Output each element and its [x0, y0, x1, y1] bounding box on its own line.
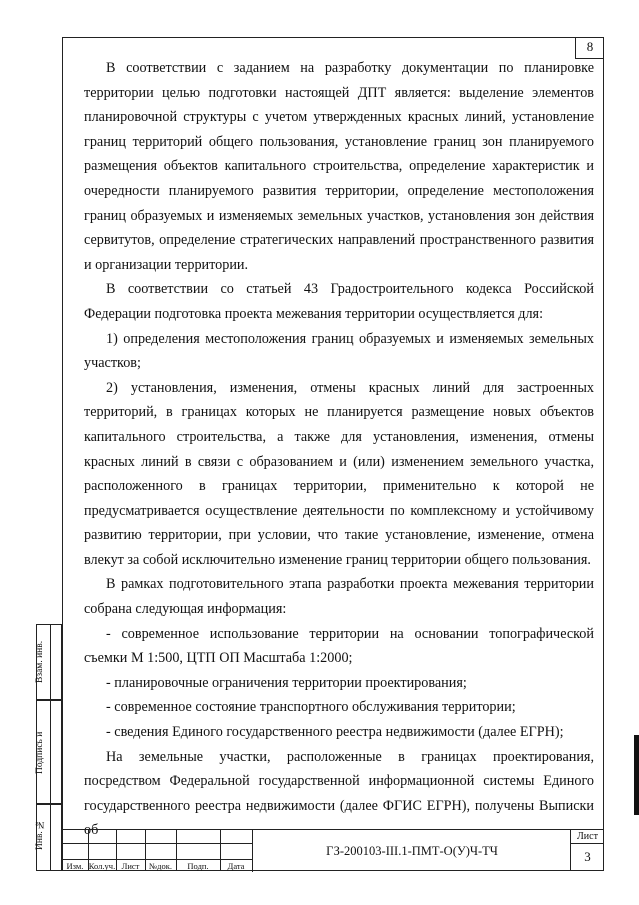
scan-edge-mark	[634, 735, 639, 815]
paragraph: В соответствии с заданием на разработку документации по планировке территории целью подготовки настоящей ДПТ является: выделение элементов планировочной структуры с учетом утвержденных красных линий, установление границ территорий общего пользования, установление границ зон планируемого размещения объектов капитального строительства, определение характеристик и очередности планируемого развития территории, определение местоположения границ образуемых и изменяемых земельных участков, установления зон действия сервитутов, определение стратегических направлений пространственного развития и организации территории.	[84, 60, 594, 273]
podpis-cell	[36, 700, 62, 804]
sheet-box	[570, 829, 604, 871]
list-item: - современное состояние транспортного обслуживания территории;	[106, 699, 516, 716]
podpis-label: Подпись и	[35, 731, 45, 775]
paragraph: В рамках подготовительного этапа разработки проекта межевания территории собрана следующая информация:	[84, 576, 594, 618]
page-number: 8	[575, 37, 604, 59]
list-item: - сведения Единого государственного реестра недвижимости (далее ЕГРН);	[106, 724, 564, 741]
header-ndok: №док.	[149, 861, 172, 871]
header-kol: Кол.уч.	[88, 861, 116, 871]
document-body	[84, 56, 594, 843]
header-data: Дата	[227, 861, 245, 871]
header-list: Лист	[121, 861, 140, 871]
paragraph: На земельные участки, расположенные в границах проектирования, посредством Федеральной государственной информационной системы Единого государственного реестра недвижимости (далее ФГИС ЕГРН), получены Выписки об	[84, 748, 594, 839]
inv-cell	[36, 804, 62, 871]
side-binding-strip	[36, 624, 63, 871]
paragraph: В соответствии со статьей 43 Градостроительного кодекса Российской Федерации подготовка проекта межевания территории осуществляется для:	[84, 281, 594, 322]
inv-label: Инв. №	[35, 818, 45, 850]
title-block	[62, 829, 604, 871]
document-code: ГЗ-200103-III.1-ПМТ-О(У)Ч-ТЧ	[252, 829, 571, 872]
header-podp: Подп.	[187, 861, 209, 871]
sheet-label: Лист	[571, 830, 604, 844]
list-item: - планировочные ограничения территории проектирования;	[106, 674, 467, 691]
sheet-number: 3	[584, 849, 591, 864]
list-item: 2) установления, изменения, отмены красных линий для застроенных территорий, в границах которых не планируется размещение новых объектов капитального строительства, а также для установления, изменения, отмены красных линий в связи с образованием и (или) изменением земельного участка, расположенного в границах территории, применительно к которой не предусматривается осуществление деятельности по комплексному и устойчивому развитию территории, при условии, что такие установление, изменение, отмена влекут за собой исключительно изменение границ территории общего пользования.	[84, 379, 594, 568]
revision-grid	[62, 829, 252, 871]
vzam-cell	[36, 624, 62, 700]
list-item: 1) определения местоположения границ образуемых и изменяемых земельных участков;	[84, 330, 594, 372]
list-item: - современное использование территории на основании топографической съемки М 1:500, ЦТП ОП Масштаба 1:2000;	[84, 625, 594, 667]
vzam-label: Взам. инв.	[35, 640, 45, 684]
header-izm: Изм.	[66, 861, 84, 871]
